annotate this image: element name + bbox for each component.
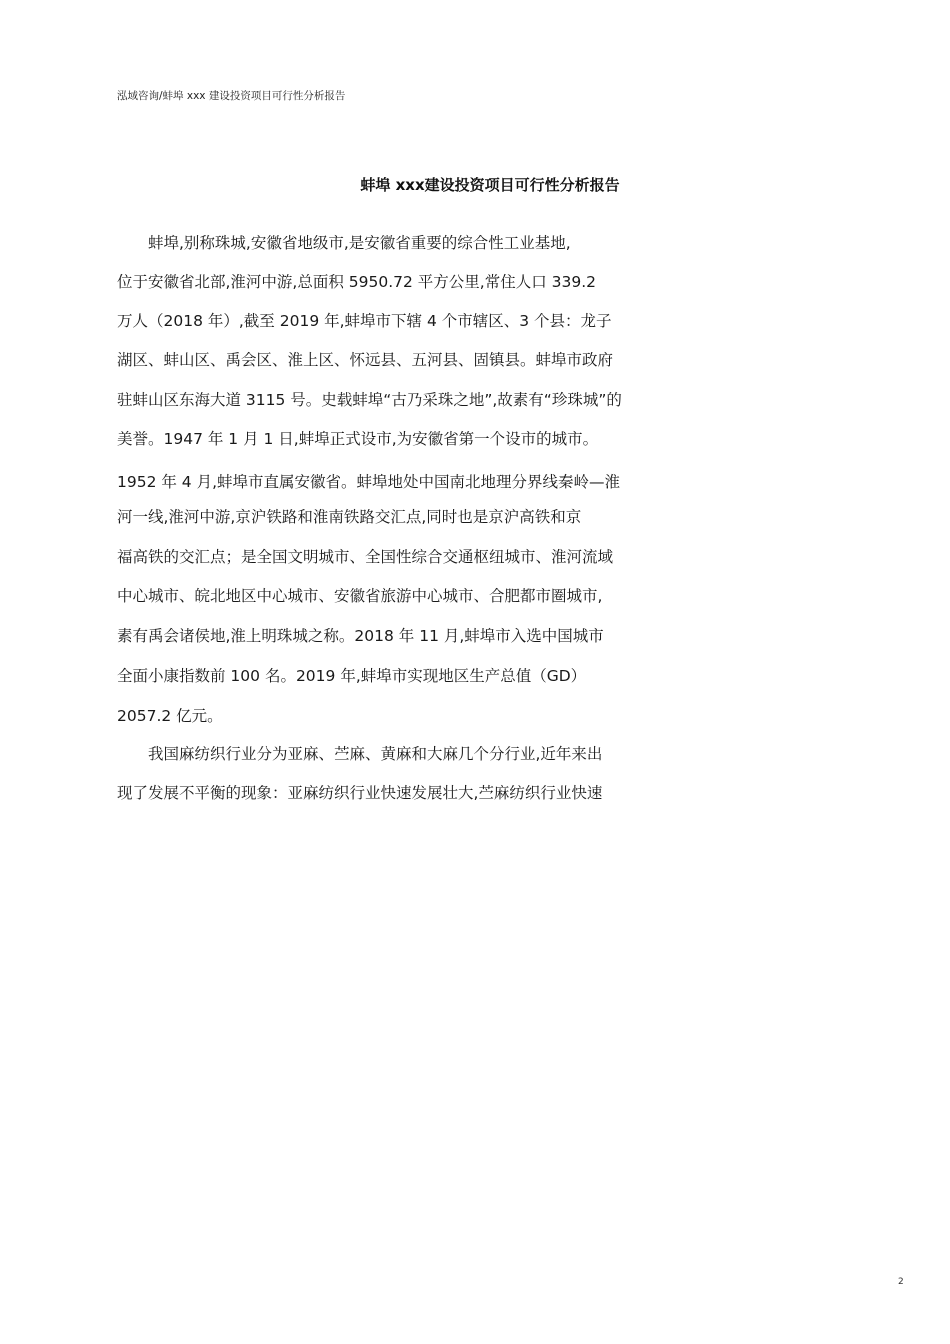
paragraph-line: 位于安徽省北部,淮河中游,总面积 5950.72 平方公里,常住人口 339.2 (117, 273, 597, 291)
paragraph-line: 湖区、蚌山区、禹会区、淮上区、怀远县、五河县、固镇县。蚌埠市政府 (117, 351, 614, 369)
document-title-text: 蚌埠 xxx建设投资项目可行性分析报告 (360, 176, 620, 194)
paragraph-line: 驻蚌山区东海大道 3115 号。史载蚌埠“古乃采珠之地”,故素有“珍珠城”的 (117, 391, 622, 409)
paragraph-line: 现了发展不平衡的现象：亚麻纺织行业快速发展壮大,苎麻纺织行业快速 (117, 784, 603, 802)
paragraph-line: 我国麻纺织行业分为亚麻、苎麻、黄麻和大麻几个分行业,近年来出 (148, 745, 603, 763)
paragraph-line: 1952 年 4 月,蚌埠市直属安徽省。蚌埠地处中国南北地理分界线秦岭—淮 (117, 473, 621, 491)
paragraph-line: 河一线,淮河中游,京沪铁路和淮南铁路交汇点,同时也是京沪高铁和京 (117, 508, 582, 526)
paragraph-line: 中心城市、皖北地区中心城市、安徽省旅游中心城市、合肥都市圈城市, (117, 587, 603, 605)
paragraph-line: 万人（2018 年）,截至 2019 年,蚌埠市下辖 4 个市辖区、3 个县：龙子 (117, 312, 612, 330)
paragraph-line: 2057.2 亿元。 (117, 707, 223, 725)
paragraph-line: 全面小康指数前 100 名。2019 年,蚌埠市实现地区生产总值（GD） (117, 667, 587, 685)
page-number: 2 (898, 1277, 904, 1287)
running-header: 泓域咨询/蚌埠 xxx 建设投资项目可行性分析报告 (117, 90, 346, 102)
paragraph-line: 福高铁的交汇点；是全国文明城市、全国性综合交通枢纽城市、淮河流域 (117, 548, 614, 566)
paragraph-line: 蚌埠,别称珠城,安徽省地级市,是安徽省重要的综合性工业基地, (148, 234, 571, 252)
paragraph-line: 素有禹会诸侯地,淮上明珠城之称。2018 年 11 月,蚌埠市入选中国城市 (117, 627, 604, 645)
document-title (0, 175, 950, 195)
paragraph-line: 美誉。1947 年 1 月 1 日,蚌埠正式设市,为安徽省第一个设市的城市。 (117, 430, 599, 448)
